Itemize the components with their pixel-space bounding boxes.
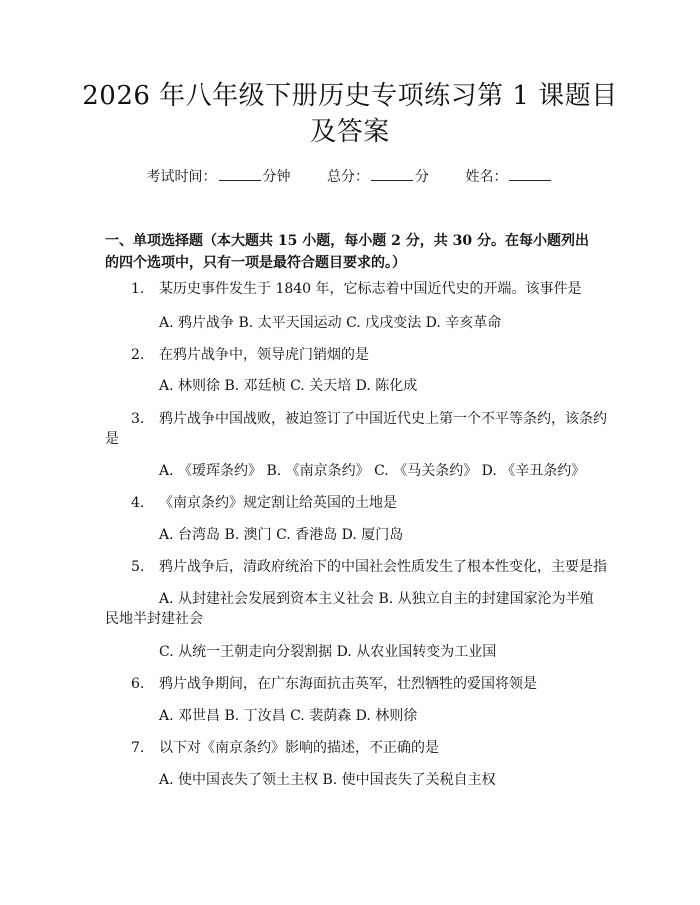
question-number: 6. [131, 676, 145, 692]
question-number: 5. [131, 559, 145, 575]
name-blank [509, 168, 551, 181]
question-6-stem [131, 673, 601, 695]
question-number: 7. [131, 740, 145, 756]
exam-info-line [0, 166, 700, 188]
exam-time-blank [219, 168, 261, 181]
question-number: 1. [131, 281, 145, 297]
question-text: 鸦片战争后，清政府统治下的中国社会性质发生了根本性变化，主要是指 [159, 559, 607, 575]
question-number: 3. [131, 411, 145, 427]
question-5-stem [131, 556, 611, 578]
question-5-options-continued: 民地半封建社会 [105, 611, 203, 627]
question-3-options: A. 《瑷珲条约》 B. 《南京条约》 C. 《马关条约》 D. 《辛丑条约》 [159, 463, 586, 479]
question-3-stem [131, 408, 606, 430]
name-field [465, 169, 553, 185]
question-text: 鸦片战争期间，在广东海面抗击英军，壮烈牺牲的爱国将领是 [159, 676, 537, 692]
question-2-stem [131, 344, 601, 366]
question-text: 以下对《南京条约》影响的描述，不正确的是 [159, 740, 439, 756]
question-7-options: A. 使中国丧失了领土主权 B. 使中国丧失了关税自主权 [159, 772, 496, 788]
question-5-options-line-2: C. 从统一王朝走向分裂割据 D. 从农业国转变为工业国 [159, 644, 497, 660]
name-label: 姓名： [465, 169, 508, 185]
total-score-field [327, 169, 429, 185]
question-2-options: A. 林则徐 B. 邓廷桢 C. 关天培 D. 陈化成 [159, 378, 418, 394]
question-7-stem [131, 737, 601, 759]
question-1-options: A. 鸦片战争 B. 太平天国运动 C. 戊戌变法 D. 辛亥革命 [159, 315, 502, 331]
question-text: 《南京条约》规定割让给英国的土地是 [159, 495, 397, 511]
question-1-stem [131, 278, 601, 300]
question-4-stem [131, 492, 601, 514]
question-5-options-line-1: A. 从封建社会发展到资本主义社会 B. 从独立自主的封建国家沦为半殖 [159, 591, 594, 607]
question-4-options: A. 台湾岛 B. 澳门 C. 香港岛 D. 厦门岛 [159, 527, 404, 543]
title-line-1: 2026 年八年级下册历史专项练习第 1 课题目 [82, 81, 618, 111]
exam-time-unit: 分钟 [262, 169, 291, 185]
exam-time-field [147, 169, 291, 185]
exam-time-label: 考试时间： [146, 169, 217, 185]
question-text: 在鸦片战争中，领导虎门销烟的是 [159, 347, 369, 363]
question-6-options: A. 邓世昌 B. 丁汝昌 C. 裴荫森 D. 林则徐 [159, 708, 418, 724]
total-score-label: 总分： [327, 169, 369, 185]
total-score-blank [371, 168, 413, 181]
total-score-unit: 分 [415, 169, 429, 185]
question-number: 4. [131, 495, 145, 511]
question-text: 鸦片战争中国战败，被迫签订了中国近代史上第一个不平等条约，该条约 [159, 411, 607, 427]
page-title [0, 78, 700, 150]
question-3-stem-continued: 是 [105, 431, 119, 447]
question-text: 某历史事件发生于 1840 年，它标志着中国近代史的开端。该事件是 [159, 281, 582, 297]
section-heading: 一、单项选择题（本大题共 15 小题，每小题 2 分，共 30 分。在每小题列出的四个选项中，只有一项是最符合题目要求的。） [105, 233, 589, 271]
title-line-2: 及答案 [310, 117, 390, 147]
question-number: 2. [131, 347, 145, 363]
